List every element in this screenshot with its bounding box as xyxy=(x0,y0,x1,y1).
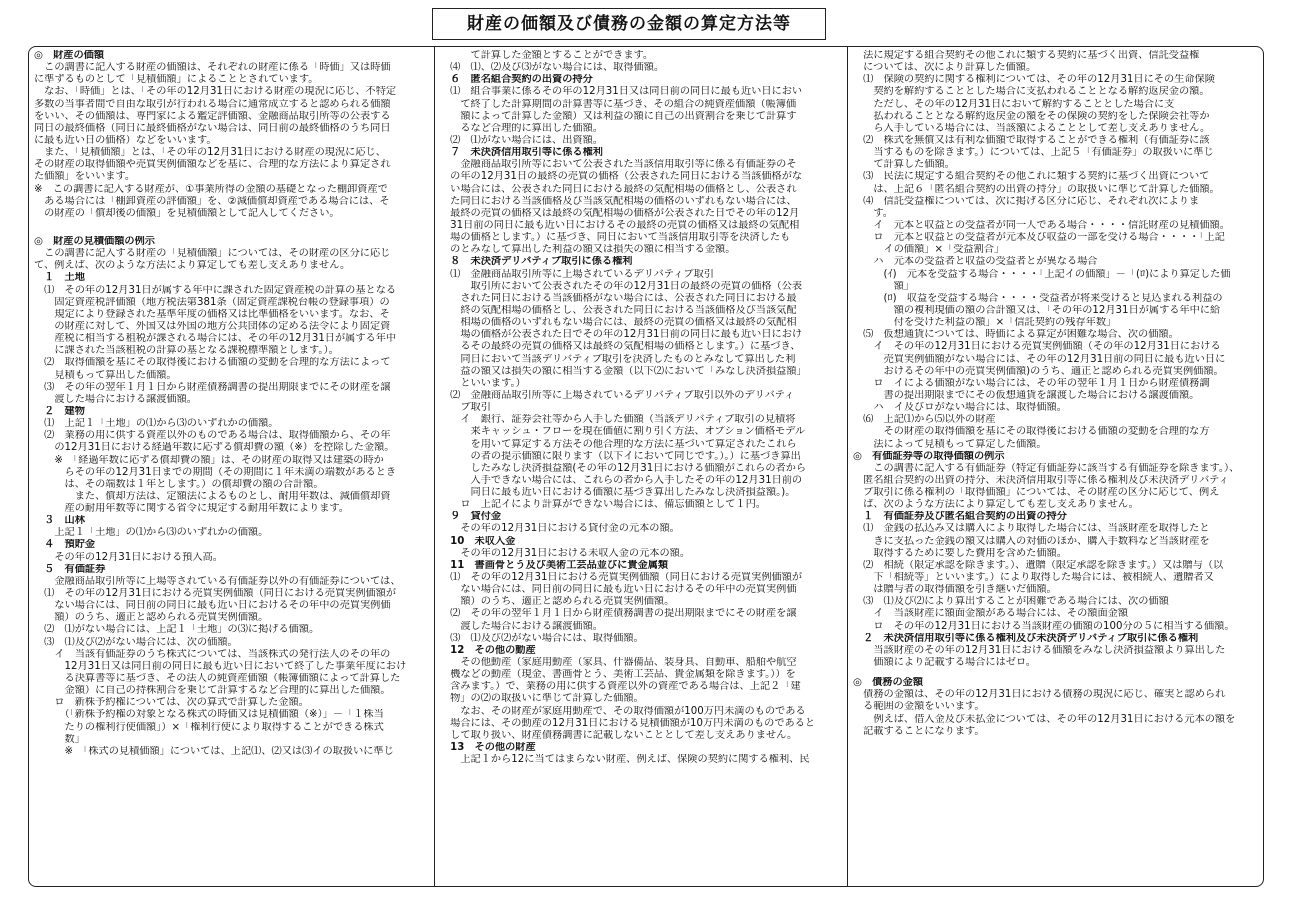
section-heading: ７ 未決済信用取引等に係る権利 xyxy=(440,147,603,159)
column-left xyxy=(29,47,435,886)
text-line: イ 当該財産に額面金額がある場合には、その額面金額 xyxy=(853,608,1129,620)
section-heading: 13 その他の財産 xyxy=(440,742,536,754)
section-heading: ３ 山林 xyxy=(34,515,85,527)
text-line: イの価額」×「受益割合」 xyxy=(853,244,1005,256)
text-line: 金融商品取引所等に上場等されている有価証券以外の有価証券については、 xyxy=(34,575,401,587)
text-line: ⑵ 取得価額を基にその取得後における価額の変動を合理的な方法によって xyxy=(34,357,391,369)
text-line: ⑶ 民法に規定する組合契約その他これに類する契約に基づく出資について xyxy=(853,171,1210,183)
text-line: 固定資産税評価額（地方税法第381条（固定資産課税台帳の登録事項）の xyxy=(34,296,390,308)
text-line: 金額）に自己の持株割合を乗じて計算するなど合理的に算出した価額。 xyxy=(34,685,391,697)
text-line: ⑴ 組合事業に係るその年の12月31日又は同日前の同日に最も近い日におい xyxy=(440,86,803,98)
text-line: 取得するために要した費用を含めた価額。 xyxy=(853,547,1067,559)
text-line: 場の価格とします。）に基づき、同日において当該信用取引等を決済したも xyxy=(440,232,791,244)
text-line: なお、「時価」とは、「その年の12月31日における財産の現況に応じ、不特定 xyxy=(34,86,397,98)
text-line: ⑶ その年の翌年１月１日から財産債務調書の提出期限までにその財産を譲 xyxy=(34,381,391,393)
text-line: また、償却方法は、定額法によるものとし、耐用年数は、減価償却資 xyxy=(34,490,391,502)
text-line: るその最終の売買の価格又は最終の気配相場の価格とします。）に基づき、 xyxy=(440,341,801,353)
text-line: 債務の金額は、その年の12月31日における債務の現況に応じ、確実と認められ xyxy=(853,689,1226,701)
text-line: の年の12月31日の最終の売買の価格（公表された同日における当該価格がな xyxy=(440,171,803,183)
text-line: に課された当該租税の計算の基となる課税標準額とします。）。 xyxy=(34,345,339,357)
text-line: 入手できない場合には、これらの者から入手したその年の12月31日前の xyxy=(440,474,803,486)
text-line: 機などの動産（現金、書画骨とう、美術工芸品、貴金属類を除きます。））を xyxy=(440,669,796,681)
text-line: イ 元本と収益との受益者が同一人である場合・・・・信託財産の見積価額。 xyxy=(853,219,1230,231)
section-heading: ◎ 財産の見積価額の例示 xyxy=(34,235,155,247)
text-line: この調書に記入する有価証券（特定有価証券に該当する有価証券を除きます。）、 xyxy=(853,462,1240,474)
text-line: ⑵ その年の翌年１月１日から財産債務調書の提出期限までにその財産を譲 xyxy=(440,608,797,620)
text-line: 価額により記載する場合にはゼロ。 xyxy=(853,657,1036,669)
text-line: ただし、その年の12月31日において解約することとした場合に支 xyxy=(853,98,1175,110)
text-line: ⑵ ⑴がない場合には、上記１「土地」の⑶に掲げる価額。 xyxy=(34,624,320,636)
text-line: ⑴ その年の12月31日における売買実例価額（同日における売買実例価額が xyxy=(440,572,803,584)
text-line: 相場の価格のいずれもない場合には、最終の売買の価格又は最終の気配相 xyxy=(440,317,797,329)
text-line: 払われることとなる解約返戻金の額をその保険の契約をした保険会社等か xyxy=(853,110,1210,122)
text-line: 下「相続等」といいます。）により取得した場合には、被相続人、遺贈者又 xyxy=(853,572,1214,584)
text-line: 同日に最も近い日における価額に基づき算出したみなし決済損益額。)。 xyxy=(440,487,796,499)
text-line: この調書に記入する財産の価額は、それぞれの財産に係る「時価」又は時価 xyxy=(34,62,391,74)
section-heading: ８ 未決済デリバティブ取引に係る権利 xyxy=(440,256,633,268)
text-line: ⑸ 仮想通貨については、時価による算定が困難な場合、次の価額。 xyxy=(853,329,1179,341)
section-heading: ２ 建物 xyxy=(34,405,85,417)
text-line: その他動産（家庭用動産（家具、什器備品、装身具、自動車、船舶や航空 xyxy=(440,657,797,669)
text-line: イ 銀行、証券会社等から入手した価額（当該デリバティブ取引の見積将 xyxy=(440,414,796,426)
text-line: 記載することになります。 xyxy=(853,725,985,737)
text-line: 法に規定する組合契約その他これに類する契約に基づく出資、信託受益権 xyxy=(853,50,1200,61)
text-line: 見積もって算出した価額。 xyxy=(34,369,177,381)
text-line: 渡した場合における譲渡価額。 xyxy=(34,393,197,405)
text-line: 31日前の同日に最も近い日におけるその最終の売買の価格又は最終の気配相 xyxy=(440,219,800,231)
text-line: 数」 xyxy=(34,733,85,745)
text-line: た同日における当該価格及び当該気配相場の価格のいずれもない場合には、 xyxy=(440,195,797,207)
text-line: 法によって見積もって算定した価額。 xyxy=(853,438,1047,450)
text-line: に最も近い日の価格）などをいいます。 xyxy=(34,134,217,146)
text-line: された同日における当該価格がない場合には、公表された同日における最 xyxy=(440,292,797,304)
text-line: ⑴ 保険の契約に関する権利については、その年の12月31日にその生命保険 xyxy=(853,74,1215,86)
text-line: ⑷ ⑴、⑵及び⑶がない場合には、取得価額。 xyxy=(440,62,665,74)
text-line: ⑶ ⑴及び⑵がない場合には、取得価額。 xyxy=(440,632,644,644)
text-line: は、上記６「匿名組合契約の出資の持分」の取扱いに準じて計算した価額。 xyxy=(853,183,1220,195)
text-line: る範囲の金額をいいます。 xyxy=(853,701,985,713)
text-line: 額）のうち、適正と認められる売買実例価額。 xyxy=(34,612,269,624)
text-line: 額）のうち、適正と認められる売買実例価額。 xyxy=(440,596,675,608)
text-line: 規定により登録された基準年度の価格又は比準価格をいいます。なお、そ xyxy=(34,308,390,320)
section-heading: 10 未収入金 xyxy=(440,535,516,547)
text-line: て、例えば、次のような方法により算定しても差し支えありません。 xyxy=(34,260,351,272)
text-line: を用いて算定する方法その他合理的な方法に基づいて算定されたこれら xyxy=(440,438,797,450)
text-line: ⑵ 業務の用に供する資産以外のものである場合は、取得価額から、その年 xyxy=(34,430,391,442)
text-line: 上記１「土地」の⑴から⑶のいずれかの価額。 xyxy=(34,527,269,539)
text-line: ない場合には、同日前の同日に最も近い日におけるその年中の売買実例価 xyxy=(34,600,391,612)
section-heading: ◎ 有価証券等の取得価額の例示 xyxy=(853,450,1005,462)
text-line: 契約を解約することとした場合に支払われることとなる解約返戻金の額。 xyxy=(853,86,1210,98)
text-line: す。 xyxy=(853,207,893,219)
text-line: 渡した場合における譲渡価額。 xyxy=(440,620,603,632)
text-line: ロ 上記イにより計算ができない場合には、備忘価額として１円。 xyxy=(440,499,766,511)
content-frame xyxy=(28,46,1264,887)
text-line: い場合には、公表された同日における最終の気配相場の価格とし、公表され xyxy=(440,183,797,195)
text-line: たりの権利行使価額」）×「権利行使により取得することができる株式 xyxy=(34,721,384,733)
text-line: ⑶ ⑴及び⑵がない場合には、次の価額。 xyxy=(34,636,238,648)
text-line: ⑴ 上記１「土地」の⑴から⑶のいずれかの価額。 xyxy=(34,418,279,430)
text-line: この調書に記入する財産の「見積価額」については、その財産の区分に応じ xyxy=(34,248,391,260)
text-line: て計算した金額とすることができます。 xyxy=(440,50,654,61)
text-line: た価額」をいいます。 xyxy=(34,171,136,183)
text-line: 同日の最終価格（同日に最終価格がない場合は、同日前の最終価格のうち同日 xyxy=(34,122,391,134)
section-heading: 12 その他の動産 xyxy=(440,644,536,656)
section-heading: 11 書画骨とう及び美術工芸品並びに貴金属類 xyxy=(440,559,669,571)
spacer xyxy=(34,228,429,236)
text-line: 売買実例価額がない場合には、その年の12月31日前の同日に最も近い日に xyxy=(853,353,1226,365)
text-line: 含みます。）で、業務の用に供する資産以外の資産である場合は、上記２「建 xyxy=(440,681,801,693)
text-line: ら入手している場合には、当該額によることとして差し支えありません。 xyxy=(853,122,1211,134)
section-heading: ６ 匿名組合契約の出資の持分 xyxy=(440,74,593,86)
text-line: ロ 新株予約権については、次の算式で計算した金額。 xyxy=(34,697,309,709)
text-line: の者の提示価額に限ります（以下イにおいて同じです。）。）に基づき算出 xyxy=(440,450,801,462)
text-line: ない場合には、同日前の同日に最も近い日におけるその年中の売買実例価 xyxy=(440,584,797,596)
text-line: 物」の⑵の取扱いに準じて計算した価額。 xyxy=(440,693,644,705)
text-line: したみなし決済損益額(その年の12月31日における価額がこれらの者から xyxy=(440,462,807,474)
text-line: (ｲ) 元本を受益する場合・・・・「上記イの価額」－「(ﾛ)により算定した価 xyxy=(853,268,1231,280)
text-line: 産税に相当する租税が課される場合には、その年の12月31日が属する年中 xyxy=(34,333,397,345)
text-line: ブ取引に係る権利の「取得価額」については、その財産の区分に応じて、例え xyxy=(853,487,1220,499)
text-line: ※ この調書に記入する財産が、①事業所得の金額の基礎となった棚卸資産で xyxy=(34,183,388,195)
text-line: のとみなして算出した利益の額又は損失の額に相当する金額。 xyxy=(440,244,736,256)
section-heading: ◎ 債務の金額 xyxy=(853,677,924,689)
text-line: ば、次のような方法により算定しても差し支えありません。 xyxy=(853,499,1139,511)
text-line: 金融商品取引所等において公表された当該信用取引等に係る有価証券のそ xyxy=(440,159,797,171)
text-line: ロ その年の12月31日における当該財産の価額の100分の５に相当する価額。 xyxy=(853,620,1235,632)
column-right xyxy=(848,47,1263,886)
text-line: ※ 「経過年数に応ずる償却費の額」は、その財産の取得又は建築の時か xyxy=(34,454,384,466)
section-heading: １ 有価証券及び匿名組合契約の出資の持分 xyxy=(853,511,1067,523)
text-line: るなど合理的に算出した価額。 xyxy=(440,122,603,134)
text-line: 当するものを除きます。）については、上記５「有価証券」の取扱いに準じ xyxy=(853,147,1214,159)
text-line: 場の価格が公表された日でその年の12月31日前の同日に最も近い日におけ xyxy=(440,329,803,341)
text-line: ⑹ 上記⑴から⑸以外の財産 xyxy=(853,414,996,426)
text-line: 付を受けた利益の額」×「信託契約の残存年数」 xyxy=(853,317,1117,329)
section-heading: ９ 貸付金 xyxy=(440,511,502,523)
text-line: は贈与者の取得価額を引き継いだ価額。 xyxy=(853,584,1057,596)
text-line: 来キャッシュ・フローを現在価値に割り引く方法、オプション価格モデル xyxy=(440,426,806,438)
text-line: 多数の当事者間で自由な取引が行われる場合に通常成立すると認められる価額 xyxy=(34,98,391,110)
text-line: ハ 元本の受益者と収益の受益者とが異なる場合 xyxy=(853,256,1098,268)
text-line: ⑵ 金融商品取引所等に上場されているデリバティブ取引以外のデリバティ xyxy=(440,389,795,401)
text-line: その年の12月31日における貸付金の元本の額。 xyxy=(440,523,680,535)
text-line: ※ 「株式の見積価額」については、上記⑴、⑵又は⑶イの取扱いに準じ xyxy=(34,745,394,757)
text-line: その財産の取得価額や売買実例価額などを基に、合理的な方法により算定され xyxy=(34,159,391,171)
text-line: 額の複利現価の額の合計額又は、「その年の12月31日が属する年中に給 xyxy=(853,304,1221,316)
text-line: ⑴ その年の12月31日が属する年中に課された固定資産税の計算の基となる xyxy=(34,284,397,296)
text-line: ⑵ ⑴がない場合には、出資額。 xyxy=(440,134,603,146)
text-line: ⑷ 信託受益権については、次に掲げる区分に応じ、それぞれ次によりま xyxy=(853,195,1200,207)
text-line: ⑵ 株式を無償又は有利な価額で取得することができる権利（有価証券に該 xyxy=(853,134,1210,146)
text-line: をいい、その価額は、専門家による鑑定評価額、金融商品取引所等の公表する xyxy=(34,110,391,122)
text-line: て計算した価額。 xyxy=(853,159,955,171)
text-line: 取引所において公表されたその年の12月31日の最終の売買の価格（公表 xyxy=(440,280,803,292)
text-line: ブ取引 xyxy=(440,402,491,414)
text-line: 産の耐用年数等に関する省令に規定する耐用年数によります。 xyxy=(34,503,349,515)
text-line: (ﾛ) 収益を受益する場合・・・・受益者が将来受けると見込まれる利益の xyxy=(853,292,1223,304)
text-line: 益の額又は損失の額に相当する金額（以下⑵において「みなし決済損益額」 xyxy=(440,365,807,377)
column-middle xyxy=(435,47,848,886)
text-line: その財産の取得価額を基にその取得後における価額の変動を合理的な方 xyxy=(853,426,1210,438)
text-line: なお、その財産が家庭用動産で、その取得価額が100万円未満のものである xyxy=(440,705,806,717)
text-line: ロ 元本と収益との受益者が元本及び収益の一部を受ける場合・・・・「上記 xyxy=(853,232,1225,244)
text-line: の12月31日における経過年数に応ずる償却費の額（※）を控除した金額。 xyxy=(34,442,395,454)
text-line: 場合には、その動産の12月31日における見積価額が10万円未満のものであると xyxy=(440,717,816,729)
text-line: に準ずるものとして「見積価額」によることとされています。 xyxy=(34,74,319,86)
text-line: ⑶ ⑴及び⑵により算出することが困難である場合には、次の価額 xyxy=(853,596,1169,608)
text-line: して取り扱い、財産債務調書に記載しないこととして差し支えありません。 xyxy=(440,729,798,741)
text-line: 額」 xyxy=(853,280,915,292)
text-line: ⑴ 金融商品取引所等に上場されているデリバティブ取引 xyxy=(440,268,714,280)
text-line: ある場合には「棚卸資産の評価額」を、②減価償却資産である場合には、そ xyxy=(34,195,390,207)
text-line: イ その年の12月31日における売買実例価額（その年の12月31日における xyxy=(853,341,1221,353)
section-heading: ◎ 財産の価額 xyxy=(34,50,105,61)
text-line: といいます。） xyxy=(440,377,526,389)
text-line: については、次により計算した価額。 xyxy=(853,62,1037,74)
text-line: の財産の「償却後の価額」を見積価額として記入してください。 xyxy=(34,207,340,219)
text-line: る決算書等に基づき、その法人の純資産価額（帳簿価額によって計算した xyxy=(34,673,401,685)
text-line: （「新株予約権の対象となる株式の時価又は見積価額（※）」－「１株当 xyxy=(34,709,384,721)
spacer xyxy=(853,669,1258,677)
text-line: ⑴ 金銭の払込み又は購入により取得した場合には、当該財産を取得したと xyxy=(853,523,1210,535)
text-line: ロ イによる価額がない場合には、その年の翌年１月１日から財産債務調 xyxy=(853,377,1210,389)
text-line: きに支払った金銭の額又は購入の対価のほか、購入手数料など当該財産を xyxy=(853,535,1210,547)
text-line: ハ イ及びロがない場合には、取得価額。 xyxy=(853,402,1067,414)
section-heading: ２ 未決済信用取引等に係る権利及び未決済デリバティブ取引に係る権利 xyxy=(853,632,1199,644)
text-line: また、「見積価額」とは、「その年の12月31日における財産の現況に応じ、 xyxy=(34,147,386,159)
text-line: ⑴ その年の12月31日における売買実例価額（同日における売買実例価額が xyxy=(34,588,397,600)
text-line: 書の提出期限までにその仮想通貨を譲渡した場合における譲渡価額。 xyxy=(853,389,1200,401)
text-line: 上記１から12に当てはまらない財産、例えば、保険の契約に関する権利、民 xyxy=(440,754,810,766)
text-line: ⑵ 相続（限定承認を除きます。）、遺贈（限定承認を除きます。）又は贈与（以 xyxy=(853,559,1224,571)
text-line: その年の12月31日における未収入金の元本の額。 xyxy=(440,547,691,559)
section-heading: １ 土地 xyxy=(34,272,85,284)
text-line: 同日において当該デリバティブ取引を決済したものとみなして算出した利 xyxy=(440,353,796,365)
text-line: の財産に対して、外国又は外国の地方公共団体の定める法令により固定資 xyxy=(34,320,391,332)
page-title: 財産の価額及び債務の金額の算定方法等 xyxy=(432,8,826,40)
section-heading: ５ 有価証券 xyxy=(34,563,106,575)
text-line: 最終の売買の価格又は最終の気配相場の価格が公表された日でその年の12月 xyxy=(440,207,800,219)
text-line: おけるその年中の売買実例価額)のうち、適正と認められる売買実例価額。 xyxy=(853,365,1224,377)
text-line: イ 当該有価証券のうち株式については、当該株式の発行法人のその年の xyxy=(34,648,391,660)
text-line: 終の気配相場の価格とし、公表された同日における当該価格及び当該気配 xyxy=(440,304,797,316)
text-line: 当該財産のその年の12月31日における価額をみなし決済損益額より算出した xyxy=(853,644,1226,656)
text-line: 12月31日又は同日前の同日に最も近い日において終了した事業年度におけ xyxy=(34,660,407,672)
spacer xyxy=(34,220,429,228)
text-line: て終了した計算期間の計算書等に基づき、その組合の純資産価額（帳簿価 xyxy=(440,98,797,110)
text-line: は、その端数は１年とします。）の償却費の額の合計額。 xyxy=(34,478,324,490)
text-line: らその年の12月31日までの期間（その期間に１年未満の端数があるとき xyxy=(34,466,397,478)
text-line: 額によって計算した金額）又は利益の額に自己の出資割合を乗じて計算す xyxy=(440,110,797,122)
text-line: その年の12月31日における預入高。 xyxy=(34,551,223,563)
section-heading: ４ 預貯金 xyxy=(34,539,96,551)
text-line: 匿名組合契約の出資の持分、未決済信用取引等に係る権利及び未決済デリバティ xyxy=(853,474,1229,486)
text-line: 例えば、借入金及び未払金については、その年の12月31日における元本の額を xyxy=(853,713,1236,725)
